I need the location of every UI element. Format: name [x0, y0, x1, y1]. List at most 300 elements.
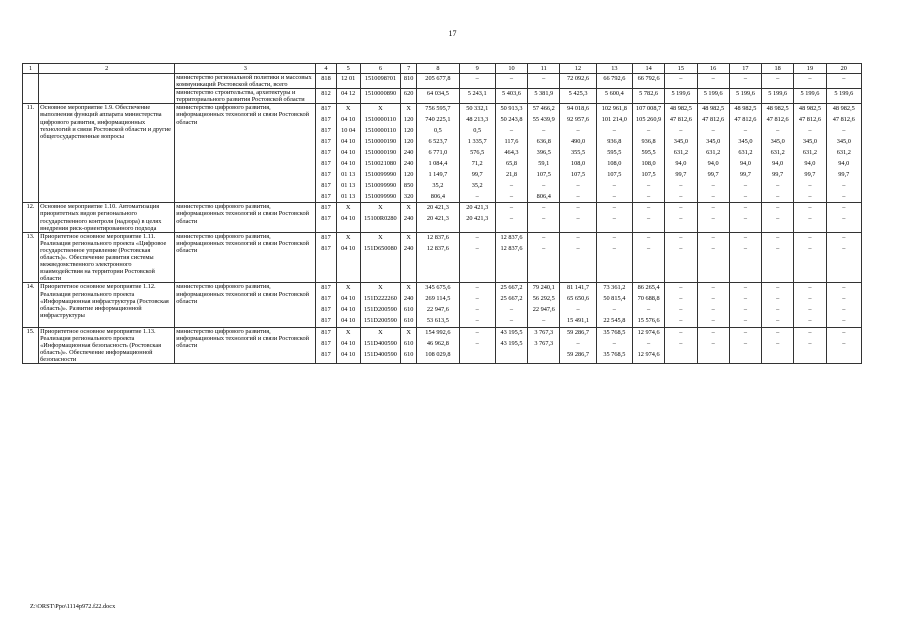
value: 817 [321, 295, 331, 303]
value: 35,2 [471, 181, 483, 189]
value-cell [665, 89, 697, 104]
value-cell [417, 283, 459, 328]
value: 320 [403, 192, 414, 200]
value: 5 600,4 [604, 90, 624, 98]
value: – [576, 244, 580, 252]
value: – [576, 127, 580, 135]
value: – [509, 192, 514, 200]
value-cell [826, 327, 861, 363]
value: 810 [403, 75, 414, 82]
value: 355,5 [570, 148, 586, 156]
value: 04 10 [341, 306, 356, 314]
value-cell [596, 283, 632, 328]
value-cell [697, 232, 729, 283]
value: – [647, 215, 651, 223]
value: 812 [321, 90, 331, 98]
header-cell: 19 [794, 64, 826, 74]
value-cell [360, 283, 400, 328]
value: – [679, 127, 683, 135]
value: 56 292,5 [532, 295, 555, 303]
value [461, 350, 494, 361]
value-cell [665, 232, 697, 283]
value: 01 13 [341, 170, 356, 178]
value: 269 114,5 [425, 295, 451, 303]
value-cell [665, 203, 697, 232]
value: 72 092,6 [567, 75, 590, 82]
value: 817 [321, 170, 331, 178]
value: – [776, 328, 780, 336]
value-cell [560, 104, 596, 203]
value: 151D650080 [363, 244, 397, 252]
value: – [808, 284, 812, 292]
value: 1510000890 [364, 90, 397, 98]
value: – [711, 306, 715, 314]
value: – [842, 306, 846, 314]
value-cell [316, 283, 336, 328]
value: – [612, 204, 616, 212]
header-cell: 10 [495, 64, 527, 74]
value: 5 782,6 [639, 90, 659, 98]
value: 0,5 [433, 127, 442, 135]
value: 817 [321, 339, 331, 347]
value: 806,4 [536, 192, 551, 200]
value: 12 01 [341, 75, 356, 82]
value: 936,8 [641, 138, 656, 146]
value: 151D200590 [363, 317, 397, 325]
value: 345,0 [673, 138, 688, 146]
header-cell: 4 [316, 64, 336, 74]
value: – [711, 75, 715, 82]
value: – [509, 204, 514, 212]
value: 99,7 [471, 170, 483, 178]
value: X [406, 233, 411, 241]
value-cell [417, 74, 459, 89]
value: – [542, 181, 546, 189]
value: 20 421,3 [466, 215, 489, 223]
value: – [711, 233, 715, 241]
table-row [23, 283, 862, 328]
value-cell [596, 232, 632, 283]
value: – [679, 181, 683, 189]
value-cell [336, 89, 360, 104]
value-cell [417, 203, 459, 232]
value: – [679, 204, 683, 212]
value: 5 199,6 [768, 90, 788, 98]
value: X [378, 328, 383, 336]
value: 59 286,7 [567, 350, 590, 358]
value: 108,0 [607, 159, 622, 167]
header-row [23, 64, 862, 74]
value-cell [596, 89, 632, 104]
value: 490,0 [570, 138, 586, 146]
value: 120 [403, 138, 414, 146]
value: – [647, 306, 651, 314]
value: – [475, 284, 479, 292]
value: 04 10 [341, 159, 356, 167]
value: 105 260,9 [636, 116, 662, 124]
header-cell: 5 [336, 64, 360, 74]
value [529, 350, 558, 361]
value: 107,5 [536, 170, 551, 178]
value: – [679, 192, 683, 200]
value: 240 [403, 215, 414, 223]
value: – [808, 233, 812, 241]
value-cell [417, 232, 459, 283]
value: 73 361,2 [603, 284, 626, 292]
value: 79 240,1 [532, 284, 555, 292]
value: 81 141,7 [567, 284, 590, 292]
value: 154 992,6 [425, 328, 451, 336]
value-cell [826, 232, 861, 283]
value-cell [336, 283, 360, 328]
value-cell [560, 283, 596, 328]
value [795, 350, 824, 361]
value: – [776, 181, 780, 189]
value: 59,1 [538, 159, 550, 167]
value: – [808, 339, 812, 347]
value: 631,2 [706, 148, 721, 156]
value: – [776, 306, 780, 314]
value-cell [697, 203, 729, 232]
value-cell [729, 203, 761, 232]
value-cell [336, 232, 360, 283]
value: 20 421,3 [466, 204, 489, 212]
value-cell [632, 203, 664, 232]
value: 817 [321, 244, 331, 252]
value: 151D400590 [363, 350, 397, 358]
value: 107,5 [641, 170, 656, 178]
value: 50 815,4 [603, 295, 626, 303]
value: 25 667,2 [500, 284, 523, 292]
value-cell [632, 104, 664, 203]
executor-name: министерство цифрового развития, информационных технологий и связи Ростовской области [175, 203, 316, 232]
value: 345,0 [802, 138, 818, 146]
value: – [576, 192, 580, 200]
value: 48 982,5 [798, 105, 821, 113]
value: 20 421,3 [426, 204, 449, 212]
value: 576,5 [470, 148, 485, 156]
executor-name: министерство цифрового развития, информационных технологий и связи Ростовской области [175, 327, 316, 363]
value-cell [459, 283, 495, 328]
value: 1510021080 [364, 159, 397, 167]
value: – [743, 192, 747, 200]
value-cell [316, 232, 336, 283]
value: – [711, 204, 715, 212]
value: – [808, 215, 812, 223]
value: 345,0 [738, 138, 753, 146]
value-cell [316, 74, 336, 89]
value-cell [729, 232, 761, 283]
value: – [743, 233, 747, 241]
value: 65,8 [505, 159, 517, 167]
value-cell [794, 89, 826, 104]
value: 631,2 [673, 148, 688, 156]
value: 3 767,3 [534, 339, 554, 347]
value: 04 10 [341, 148, 356, 156]
budget-table [22, 63, 862, 364]
value: – [743, 317, 747, 325]
value-cell [401, 232, 417, 283]
value: 817 [321, 204, 331, 212]
value: 151D200590 [363, 306, 397, 314]
value-cell [417, 327, 459, 363]
value: X [345, 284, 351, 292]
value: – [509, 306, 514, 314]
value: 12 837,6 [426, 233, 449, 241]
value: – [679, 75, 683, 82]
value: – [612, 181, 616, 189]
value: 205 677,8 [425, 75, 451, 82]
value-cell [336, 327, 360, 363]
activity-name: Приоритетное основное мероприятие 1.12. Реализация регионального проекта «Информационная инфраструктура (Ростовская область)». Развитие информационной инфраструктуры [39, 283, 175, 328]
value-cell [794, 283, 826, 328]
value: – [542, 233, 546, 241]
value [497, 350, 526, 361]
value: 47 812,6 [798, 116, 821, 124]
value: – [743, 75, 747, 82]
header-cell: 7 [401, 64, 417, 74]
value-cell [560, 327, 596, 363]
header-cell: 18 [762, 64, 794, 74]
header-cell: 1 [23, 64, 39, 74]
value: – [776, 244, 780, 252]
value: – [475, 306, 479, 314]
value: 50 913,3 [500, 105, 523, 113]
value: 94,0 [838, 159, 850, 167]
value-cell [401, 89, 417, 104]
value: 35 768,5 [603, 328, 626, 336]
value: – [542, 317, 546, 325]
value-cell [794, 203, 826, 232]
value: – [576, 204, 580, 212]
value: – [612, 215, 616, 223]
value: 345,0 [770, 138, 785, 146]
value: 345 675,6 [425, 284, 451, 292]
value-cell [560, 232, 596, 283]
value-cell [528, 232, 560, 283]
value: – [679, 233, 683, 241]
value: – [743, 204, 747, 212]
value: – [743, 215, 747, 223]
value: – [842, 127, 846, 135]
value: 1 084,4 [428, 159, 448, 167]
value: 66 792,6 [637, 75, 660, 82]
value-cell [417, 104, 459, 203]
value: 107,5 [570, 170, 586, 178]
value: – [612, 233, 616, 241]
value: – [679, 328, 683, 336]
activity-name: Приоритетное основное мероприятие 1.11. Реализация регионального проекта «Цифровое государственное управление (Ростовская область)». Обеспечение развития системы межведомственного электронного взаимодействия на территории Ростовской области [39, 232, 175, 283]
value: – [509, 181, 514, 189]
value: – [475, 295, 479, 303]
value: – [842, 339, 846, 347]
value: 50 332,1 [466, 105, 489, 113]
value-cell [459, 104, 495, 203]
value: – [776, 295, 780, 303]
value: – [842, 75, 846, 82]
value-cell [762, 283, 794, 328]
value: – [647, 204, 651, 212]
value: – [842, 317, 846, 325]
value: 817 [321, 159, 331, 167]
value: – [711, 192, 715, 200]
value: – [808, 127, 812, 135]
value: – [612, 127, 616, 135]
value-cell [596, 104, 632, 203]
value: – [679, 295, 683, 303]
value: 59 286,7 [567, 328, 590, 336]
activity-name [39, 74, 175, 104]
value: 240 [403, 159, 414, 167]
value: – [612, 306, 616, 314]
value: 631,2 [770, 148, 785, 156]
value: – [776, 192, 780, 200]
value: 5 243,1 [467, 90, 487, 98]
value: 99,7 [707, 170, 719, 178]
value: 47 812,6 [832, 116, 855, 124]
value: – [842, 204, 846, 212]
value-cell [665, 74, 697, 89]
value: – [711, 284, 715, 292]
value: 620 [403, 90, 414, 98]
value: – [576, 215, 580, 223]
value-cell [826, 203, 861, 232]
value: – [679, 339, 683, 347]
value-cell [316, 203, 336, 232]
value-cell [729, 283, 761, 328]
activity-name: Основное мероприятие 1.9. Обеспечение выполнения функций аппарата министерства цифрового развития, информационных технологий и связи Ростовской области и другие общегосударственные вопросы [39, 104, 175, 203]
value: – [711, 244, 715, 252]
value: – [647, 233, 651, 241]
value-cell [826, 283, 861, 328]
value: – [743, 328, 747, 336]
value-cell [459, 232, 495, 283]
value: 1 149,7 [428, 170, 448, 178]
value: 04 10 [341, 215, 356, 223]
value-cell [528, 203, 560, 232]
value-cell [401, 203, 417, 232]
value-cell [729, 327, 761, 363]
value: 22 947,6 [532, 306, 555, 314]
value: – [808, 75, 812, 82]
value-cell [459, 327, 495, 363]
value-cell [697, 327, 729, 363]
value: 47 812,6 [702, 116, 725, 124]
row-number: 12. [23, 203, 39, 232]
value: 817 [321, 181, 331, 189]
value: X [345, 328, 351, 336]
value: – [509, 317, 514, 325]
value: 240 [403, 295, 414, 303]
value: 99,7 [838, 170, 850, 178]
value: 5 425,3 [568, 90, 588, 98]
value: 1510098?01 [364, 75, 396, 82]
value: – [647, 192, 651, 200]
value: – [808, 244, 812, 252]
value: 04 10 [341, 295, 356, 303]
value: – [647, 181, 651, 189]
value: 818 [321, 75, 331, 82]
value: – [711, 215, 715, 223]
value-cell [360, 232, 400, 283]
value: 25 667,2 [500, 295, 523, 303]
value: – [808, 328, 812, 336]
value: 43 195,5 [500, 328, 523, 336]
value-cell [459, 74, 495, 89]
value: – [743, 127, 747, 135]
value: X [406, 105, 411, 113]
value: 47 812,6 [669, 116, 692, 124]
header-cell: 16 [697, 64, 729, 74]
value: – [679, 284, 683, 292]
value-cell [560, 89, 596, 104]
value: – [776, 215, 780, 223]
value: – [679, 317, 683, 325]
value-cell [495, 104, 527, 203]
value-cell [762, 203, 794, 232]
value: 65 650,6 [567, 295, 590, 303]
value-cell [697, 74, 729, 89]
header-cell: 8 [417, 64, 459, 74]
value [699, 350, 728, 361]
value: 5 199,6 [671, 90, 691, 98]
table-row [23, 232, 862, 283]
value-cell [401, 327, 417, 363]
value: 71,2 [471, 159, 483, 167]
header-cell: 15 [665, 64, 697, 74]
value-cell [401, 283, 417, 328]
value-cell [632, 232, 664, 283]
value: 817 [321, 148, 331, 156]
value: 1510099990 [364, 170, 397, 178]
value: 12 974,6 [637, 328, 660, 336]
value: 48 982,5 [702, 105, 725, 113]
value: – [679, 306, 683, 314]
value: – [842, 244, 846, 252]
value-cell [495, 89, 527, 104]
row-number [23, 74, 39, 104]
value: – [576, 339, 580, 347]
value: – [808, 204, 812, 212]
value: 740 225,1 [425, 116, 451, 124]
value: – [612, 244, 616, 252]
value-cell [401, 74, 417, 89]
value: 57 466,2 [532, 105, 555, 113]
file-path-footer: Z:\ORST\Ppo\1114p972.f22.docx [30, 603, 116, 610]
value: – [842, 181, 846, 189]
value: – [743, 295, 747, 303]
value: 5 199,6 [703, 90, 723, 98]
value: 6 523,7 [428, 138, 448, 146]
value: 108 029,8 [425, 350, 451, 358]
value [666, 350, 695, 361]
value: X [345, 233, 351, 241]
value-cell [495, 232, 527, 283]
value: – [842, 295, 846, 303]
value: 240 [403, 148, 414, 156]
value: 817 [321, 105, 331, 113]
value-cell [596, 74, 632, 89]
value: – [542, 127, 546, 135]
value: 101 214,0 [601, 116, 627, 124]
value: 04 12 [341, 90, 356, 98]
value: 94 018,6 [567, 105, 590, 113]
value-cell [495, 327, 527, 363]
value: X [378, 105, 383, 113]
value-cell [560, 203, 596, 232]
header-cell: 2 [39, 64, 175, 74]
value: – [842, 328, 846, 336]
